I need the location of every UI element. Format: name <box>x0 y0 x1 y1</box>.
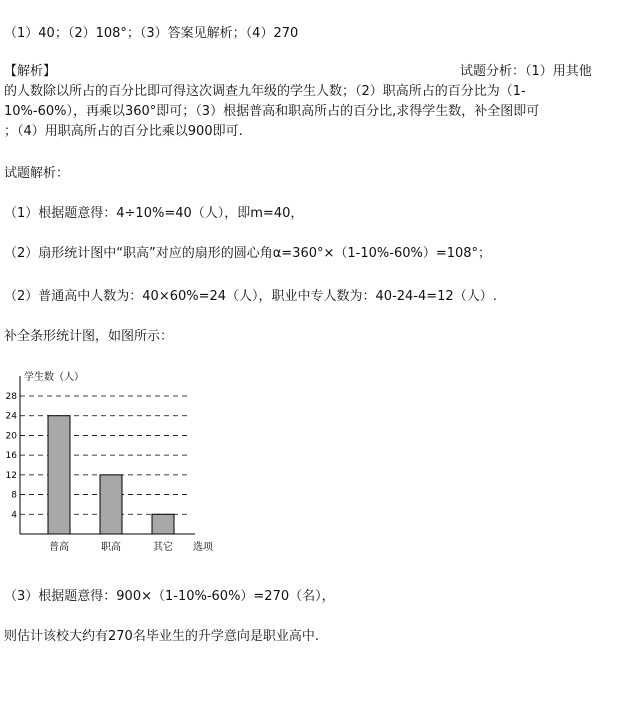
analysis-intro: 试题分析：（1）用其他 <box>460 64 592 79</box>
y-tick-label: 12 <box>5 470 17 481</box>
solution-step-1: （1）根据题意得：4÷10%=40（人），即m=40， <box>4 206 304 221</box>
x-axis-label: 选项 <box>193 542 213 553</box>
y-axis-label: 学生数（人） <box>24 372 84 383</box>
y-tick-label: 24 <box>5 411 17 422</box>
x-tick-label: 其它 <box>153 542 173 553</box>
y-tick-label: 20 <box>5 431 17 442</box>
y-tick-label: 4 <box>11 510 17 521</box>
y-tick-label: 28 <box>5 392 17 402</box>
solution-step-6: 则估计该校大约有270名毕业生的升学意向是职业高中. <box>4 629 319 644</box>
bar-3 <box>152 514 174 534</box>
x-tick-label: 职高 <box>101 542 121 553</box>
bar-1 <box>48 416 70 534</box>
solution-step-5: （3）根据题意得：900×（1-10%-60%）=270（名）， <box>4 589 335 604</box>
solution-step-2: （2）扇形统计图中“职高”对应的扇形的圆心角α=360°×（1-10%-60%）=108°； <box>4 246 492 261</box>
y-tick-label: 16 <box>5 451 17 462</box>
analysis-line-2: 的人数除以所占的百分比即可得这次调查九年级的学生人数；（2）职高所占的百分比为（1- <box>4 84 526 99</box>
solution-step-4: 补全条形统计图，如图所示： <box>4 329 174 344</box>
answer-line: （1）40；（2）108°；（3）答案见解析；（4）270 <box>4 26 299 41</box>
solution-header: 试题解析： <box>4 166 70 181</box>
y-tick-label: 8 <box>11 490 17 501</box>
analysis-label: 【解析】 <box>4 64 57 79</box>
solution-step-3: （2）普通高中人数为：40×60%=24（人），职业中专人数为：40-24-4=12（人）. <box>4 289 497 304</box>
x-tick-label: 普高 <box>49 542 69 553</box>
bar-2 <box>100 475 122 534</box>
bar-chart <box>0 360 240 560</box>
analysis-line-4: ；（4）用职高所占的百分比乘以900即可. <box>4 124 243 139</box>
analysis-line-3: 10%-60%），再乘以360°即可；（3）根据普高和职高所占的百分比,求得学生数，补全图即可 <box>4 104 540 119</box>
